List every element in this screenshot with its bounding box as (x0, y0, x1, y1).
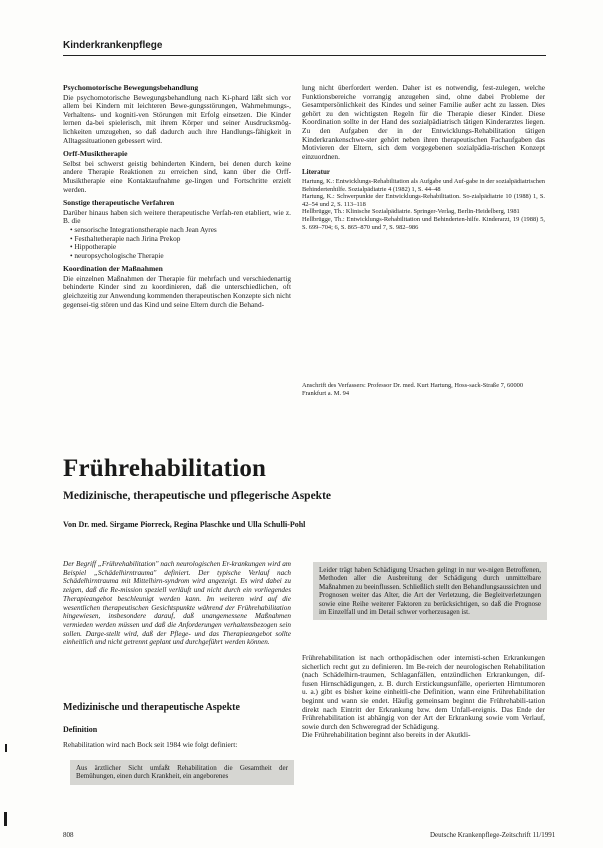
heading-koordination: Koordination der Maßnahmen (63, 264, 163, 274)
paragraph-fruehreha-continued: Die Frührehabilitation beginnt also bereits in der Akutkli- (302, 730, 471, 740)
list-item: • sensorische Integrationstherapie nach Jean Ayres (70, 226, 291, 235)
paragraph-koordination: Die einzelnen Maßnahmen der Therapie für mehrfach und verschiedenartig behinderte Kinder sind zu koordinieren, daß die unterschiedlichen, oft gleichzeitig zur Anwendung kommenden therapeutischen Konzepte sich nicht gegensei-tig stören und das Kind und seine Eltern durch die Behand- (63, 273, 291, 309)
article-subtitle: Medizinische, therapeutische und pflegerische Aspekte (63, 490, 331, 502)
page-number: 808 (63, 831, 74, 839)
article-authors: Von Dr. med. Sirgame Piorreck, Regina Plaschke und Ulla Schulli-Pohl (63, 520, 306, 529)
list-item: • Hippotherapie (70, 243, 291, 252)
paragraph-fruehreha: Frührehabilitation ist nach orthopädischen oder internisti-schen Erkrankungen sicherlich recht gut zu definieren. Im Be-reich der neurologischen Rehabilitation (nach Schädelhirn-traumen, Schlaganfällen, entzündlichen Erkrankungen, dif-fusen Hirnschädigungen, z. B. durch Erstickungsunfälle, operierten Hirntumoren u. a.) gibt es bisher keine einheitli-che Definition, wann eine Frührehabilitation beginnt und wann sie endet. Häufig gemeinsam beginnt die Frührehabili-tation direkt nach Eintritt der Erkrankung bzw. dem Unfall-ereignis. Das Ende der Frührehabilitation ist abhängig von der Art der Erkrankung sowie vom Verlauf, sowie durch den Schweregrad der Schädigung. (302, 653, 545, 731)
header-rule (63, 55, 546, 56)
subheading-definition: Definition (63, 725, 98, 734)
reference-item: Hartung, K.: Schwerpunkte der Entwicklungs-Rehabilitation. So-zialpädiatrie 10 (1988) 1, S. 42–54 und 2, S. 113–118 (302, 193, 545, 208)
literature-heading: Literatur (302, 168, 330, 177)
literature-block (302, 169, 545, 231)
paragraph-definition: Rehabilitation wird nach Bock seit 1984 wie folgt definiert: (63, 740, 238, 749)
heading-sonstige: Sonstige therapeutische Verfahren (63, 198, 175, 208)
journal-name: Deutsche Krankenpflege-Zeitschrift 11/1991 (430, 831, 556, 839)
author-address: Anschrift des Verfassers: Professor Dr. med. Kurt Hartung, Hoss-sack-Straße 7, 60000 Frankfurt a. M. 94 (302, 382, 524, 397)
shaded-box-left: Aus ärztlicher Sicht umfaßt Rehabilitation die Gesamtheit der Bemühungen, einen durch Krankheit, ein angeborenes (70, 760, 294, 785)
reference-item: Hartung, K.: Entwicklungs-Rehabilitation als Aufgabe und Auf-gabe in der sozialpädiatrischen Behindertenhilfe. Sozialpädiatrie 4 (1982) 1, S. 44–48 (302, 177, 545, 193)
scan-mark (5, 744, 7, 752)
left-column (63, 84, 291, 309)
list-item: • Festhaltetherapie nach Jirina Prekop (70, 235, 291, 244)
shaded-box-right: Leider trägt haben Schädigung Ursachen gelingt in nur we-nigen Betroffenen, Methoden aller die Ausbreitung der Schädigung durch unmittelbare Maßnahmen zu beeinflussen. Schließlich stellt den Behandlungsaussichten und Prognosen weiter das Alter, die Art der Verletzung, die Begleitverletzungen sowie eine Reihe weiterer Faktoren zu berücksichtigen, so daß die Prognose im Einzelfall und im Detail schwer vorherzusagen ist. (313, 562, 547, 620)
right-body (302, 654, 545, 740)
paragraph-orff: Selbst bei schwerst geistig behinderten Kindern, bei denen durch keine andere Therapie Reaktionen zu erreichen sind, kann über die Orff-Musiktherapie eine Kontaktaufnahme ge-lingen und Fortschritte erzielt werden. (63, 158, 291, 194)
therapy-list (63, 226, 291, 260)
paragraph-psychomotorik: Die psychomotorische Bewegungsbehandlung nach Ki-phard läßt sich vor allem bei Kindern mit leichteren Bewe-gungsstörungen, Wahrnehmungs-, Verhaltens- und kogniti-ven Störungen mit Erfolg einsetzen. Die Kinder lernen da-bei spielerisch, mit ihrem Körper und seiner Ausdrucksmög-lichkeiten umzugehen, so daß dadurch auch ihre Handlungs-fähigkeit in Alltagssituationen gebessert wird. (63, 92, 291, 145)
paragraph-sonstige: Darüber hinaus haben sich weitere therapeutische Verfah-ren etabliert, wie z. B. die (63, 207, 291, 226)
list-item: • neuropsychologische Therapie (70, 252, 291, 261)
section-header: Kinderkrankenpflege (63, 40, 163, 51)
heading-psychomotorik: Psychomotorische Bewegungsbehandlung (63, 83, 199, 92)
paragraph-continued: lung nicht überfordert werden. Daher ist es notwendig, fest-zulegen, welche Funktionsbereiche vorrangig anzugehen sind, ohne dabei Probleme der Gesamtpersönlichkeit des Kindes und seiner Familie außer acht zu lassen. Dies gehört zu den wichtigsten Regeln für die Therapie dieser Kinder. Diese Koordination sollte in der Hand des sozialpädiatrisch tätigen Kinderarztes liegen. Zu den Aufgaben der in der Entwicklungs-Rehabilitation tätigen Kinderkrankenschwe-ster gehört neben ihren therapeutischen Fachaufgaben das Motivieren der Eltern, sich dem vorgegebenen sozialpädia-trischen Konzept einzuordnen. (302, 83, 545, 161)
heading-orff: Orff-Musiktherapie (63, 149, 128, 159)
article-title: Frührehabilitation (63, 455, 267, 482)
reference-item: Hellbrügge, Th.: Entwicklungs-Rehabilitation und Behinderten-hilfe. Kinderarzt, 19 (1988) 5, S. 699–704; 6, S. 865–870 und 7, S. 982–986 (302, 215, 545, 231)
right-column (302, 84, 545, 231)
section-heading-medical: Medizinische und therapeutische Aspekte (63, 702, 240, 713)
abstract: Der Begriff „Frührehabilitation" nach neurologischen Er-krankungen wird am Beispiel „Schädelhirntrauma" definiert. Der typische Verlauf nach Schädelhirntrauma mit Mittelhirn-syndrom wird angezeigt. Es wird dabei zu zeigen, daß die Re-mission speziell verläuft und nicht durch ein vorliegendes Therapieangebot beschleunigt werden kann. Im weiteren wird auf die wesentlichen therapeutischen Gesichtspunkte während der Frührehabilitation hingewiesen, insbesondere darauf, daß unangemessene Maßnahmen vermieden werden müssen und daß die Anforderungen verhaltensbezogen sein sollen. Darge-stellt wird, daß der Pflege- und das Therapieangebot sollte einheitlich und nicht getrennt geplant und durchgeführt werden können. (63, 560, 291, 647)
scan-mark (4, 812, 7, 826)
reference-item: Hellbrügge, Th.: Klinische Sozialpädiatrie. Springer-Verlag, Berlin-Heidelberg, 1981 (302, 208, 520, 216)
